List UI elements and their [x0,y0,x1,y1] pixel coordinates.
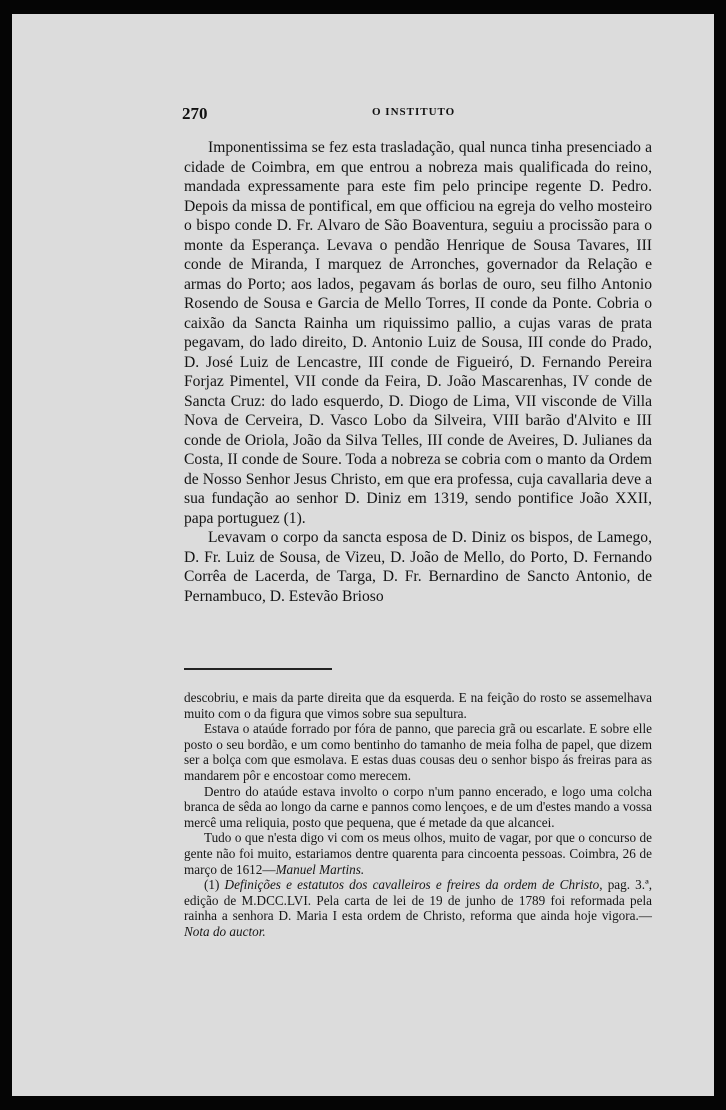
footnotes [184,690,652,940]
footnote-paragraph: descobriu, e mais da parte direita que da esquerda. E na feição do rosto se assemelhava muito com o da figura que vimos sobre sua sepultura. [184,690,652,721]
footnote-signature: Manuel Martins. [275,861,365,877]
footnote-paragraph: Dentro do ataúde estava involto o corpo n'um panno encerado, e logo uma colcha branca de sêda ao longo da carne e pannos como lençoes, e de um d'estes mando a vossa mercê uma reliquia, posto que pequena, que é metade da que alcancei. [184,783,652,830]
body-paragraph: Imponentissima se fez esta trasladação, qual nunca tinha presenciado a cidade de Coimbra, em que entrou a nobreza mais qualificada do reino, mandada expressamente para este fim pelo principe regente D. Pedro. Depois da missa de pontifical, em que officiou na egreja do velho mosteiro o bispo conde D. Fr. Alvaro de São Boaventura, seguiu a procissão para o monte da Esperança. Levava o pendão Henrique de Sousa Tavares, III conde de Miranda, I marquez de Arronches, governador da Relação e armas do Porto; aos lados, pegavam ás borlas de ouro, seu filho Antonio Rosendo de Sousa e Garcia de Mello Torres, II conde da Ponte. Cobria o caixão da Sancta Rainha um riquissimo pallio, a cujas varas de prata pegavam, do lado direito, D. Antonio Luiz de Sousa, III conde do Prado, D. José Luiz de Lencastre, III conde de Figueiró, D. Fernando Pereira Forjaz Pimentel, VII conde da Feira, D. João Mascarenhas, IV conde de Sancta Cruz: do lado esquerdo, D. Diogo de Lima, VII visconde de Villa Nova de Cerveira, D. Vasco Lobo da Silveira, VIII barão d'Alvito e III conde de Oriola, João da Silva Telles, III conde de Aveires, D. Julianes da Costa, II conde de Soure. Toda a nobreza se cobria com o manto da Ordem de Nosso Senhor Jesus Christo, em que era professa, cuja cavallaria deve a sua fundação ao senhor D. Diniz em 1319, sendo pontifice João XXII, papa portuguez (1). [184,139,652,527]
footnote-text: , pag. 3.ª, edição de [184,877,653,908]
body-paragraph: Levavam o corpo da sancta esposa de D. Diniz os bispos, de Lamego, D. Fr. Luiz de Sousa, de Vizeu, D. João de Mello, do Porto, D. Fernando Corrêa de Lacerda, de Targa, D. Fr. Bernardino de Sancto Antonio, de Pernambuco, D. Estevão Brioso [184,529,652,605]
page-number: 270 [182,104,208,123]
footnote-marker: (1) [204,877,220,893]
running-title: O INSTITUTO [372,106,456,118]
footnote-text: Tudo o que n'esta digo vi com os meus olhos, muito de vagar, por que o concurso de gente não foi muito, estariamos dentre quarenta para cincoenta pessoas. Coimbra, 26 de março de 1612— [184,830,652,877]
footnote-paragraph [184,830,652,877]
footnote-paragraph [184,877,652,939]
page-header [172,86,650,123]
book-page [12,14,714,1096]
author-note: Nota do auctor. [184,923,266,939]
footnote-separator [184,668,332,670]
footnote-text: . Pela carta de lei de 19 de junho de 1789 foi reformada pela rainha a senhora D. Maria I esta ordem de Christo, reforma que ainda hoje vigora.— [184,892,653,924]
cited-title: Definições e estatutos dos cavalleiros e freires da ordem de Christo [224,877,600,893]
edition-year: M.DCC.LVI [241,892,308,908]
footnote-paragraph: Estava o ataúde forrado por fóra de panno, que parecia grã ou escarlate. E sobre elle posto o seu bordão, e um como bentinho do tamanho de meia folha de papel, que dizem ser a bolça com que esmolava. E estas duas cousas deu o senhor bispo ás freiras para as mandarem pôr e encostoar como merecem. [184,721,652,783]
main-text [184,138,652,606]
